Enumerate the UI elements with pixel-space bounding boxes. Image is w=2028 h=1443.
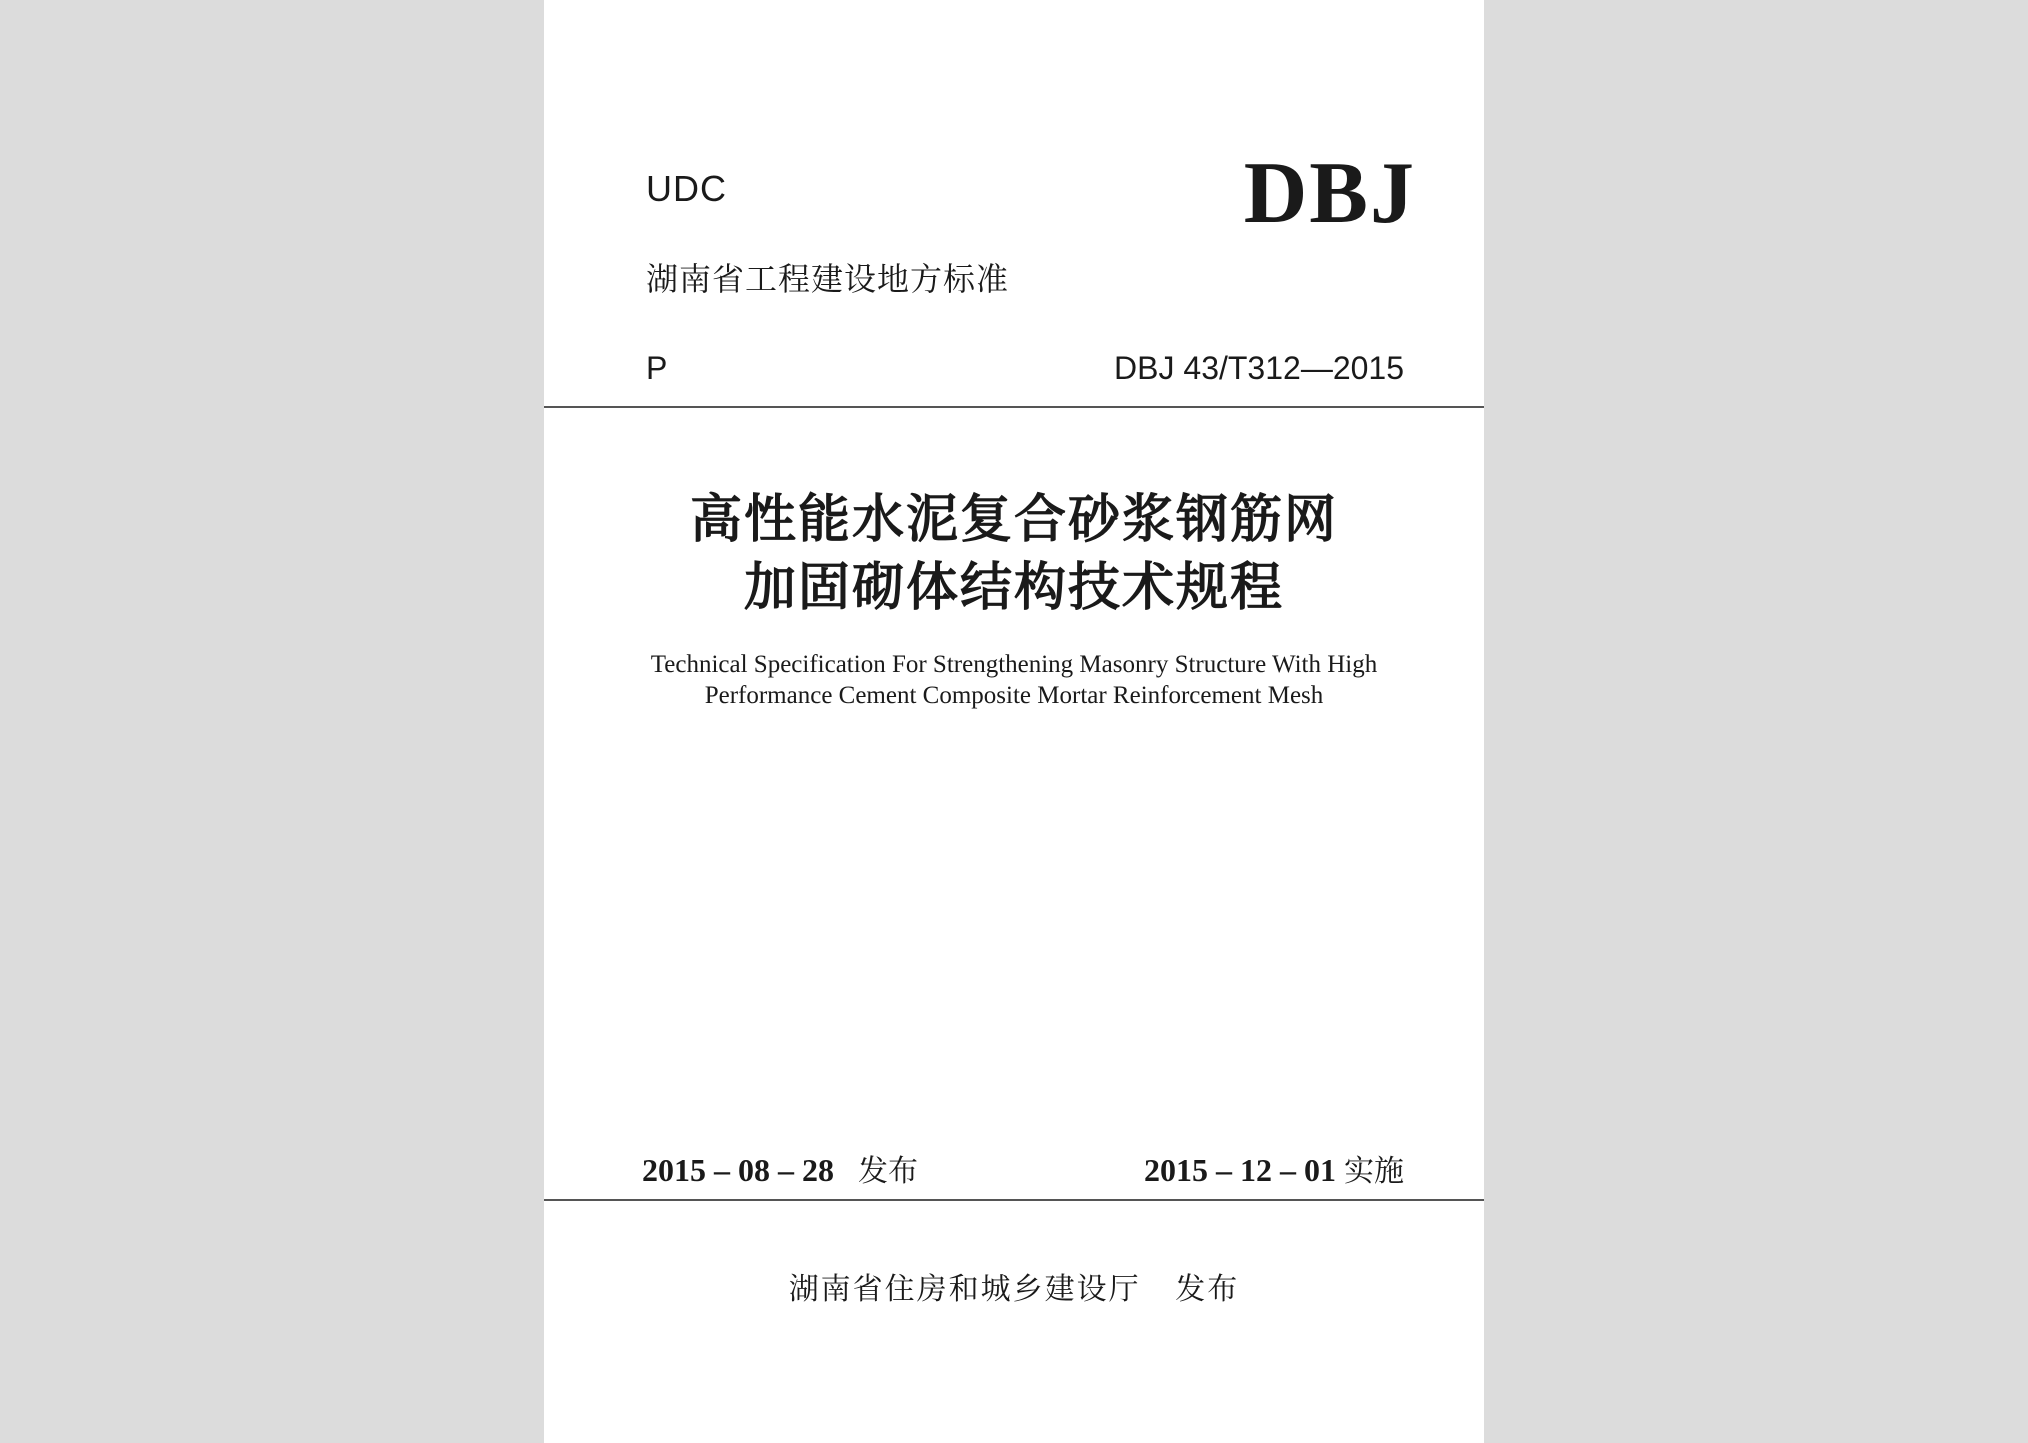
bottom-divider bbox=[544, 1199, 1484, 1201]
implement-label: 实施 bbox=[1344, 1154, 1404, 1189]
dbj-logo: DBJ bbox=[1243, 145, 1416, 242]
classification-code: P bbox=[646, 350, 668, 386]
standard-number: DBJ 43/T312—2015 bbox=[1114, 350, 1404, 386]
issue-date-block bbox=[642, 1146, 918, 1190]
publisher-label: 发布 bbox=[1175, 1272, 1240, 1307]
title-en-line1: Technical Specification For Strengthening Masonry Structure With High bbox=[650, 651, 1378, 678]
document-cover bbox=[544, 0, 1484, 1443]
publisher-line bbox=[544, 1264, 1484, 1308]
implement-date: 2015 – 12 – 01 bbox=[1144, 1152, 1336, 1188]
top-divider bbox=[544, 406, 1484, 408]
implement-date-block bbox=[1144, 1146, 1404, 1190]
udc-label: UDC bbox=[646, 168, 727, 209]
issue-label: 发布 bbox=[858, 1154, 918, 1189]
title-en-line2: Performance Cement Composite Mortar Reinforcement Mesh bbox=[704, 682, 1324, 709]
title-zh-line1: 高性能水泥复合砂浆钢筋网 bbox=[689, 489, 1338, 550]
title-zh-line2: 加固砌体结构技术规程 bbox=[743, 557, 1284, 618]
standard-series: 湖南省工程建设地方标准 bbox=[646, 260, 1010, 298]
publisher-name: 湖南省住房和城乡建设厅 bbox=[788, 1272, 1141, 1307]
issue-date: 2015 – 08 – 28 bbox=[642, 1152, 834, 1188]
